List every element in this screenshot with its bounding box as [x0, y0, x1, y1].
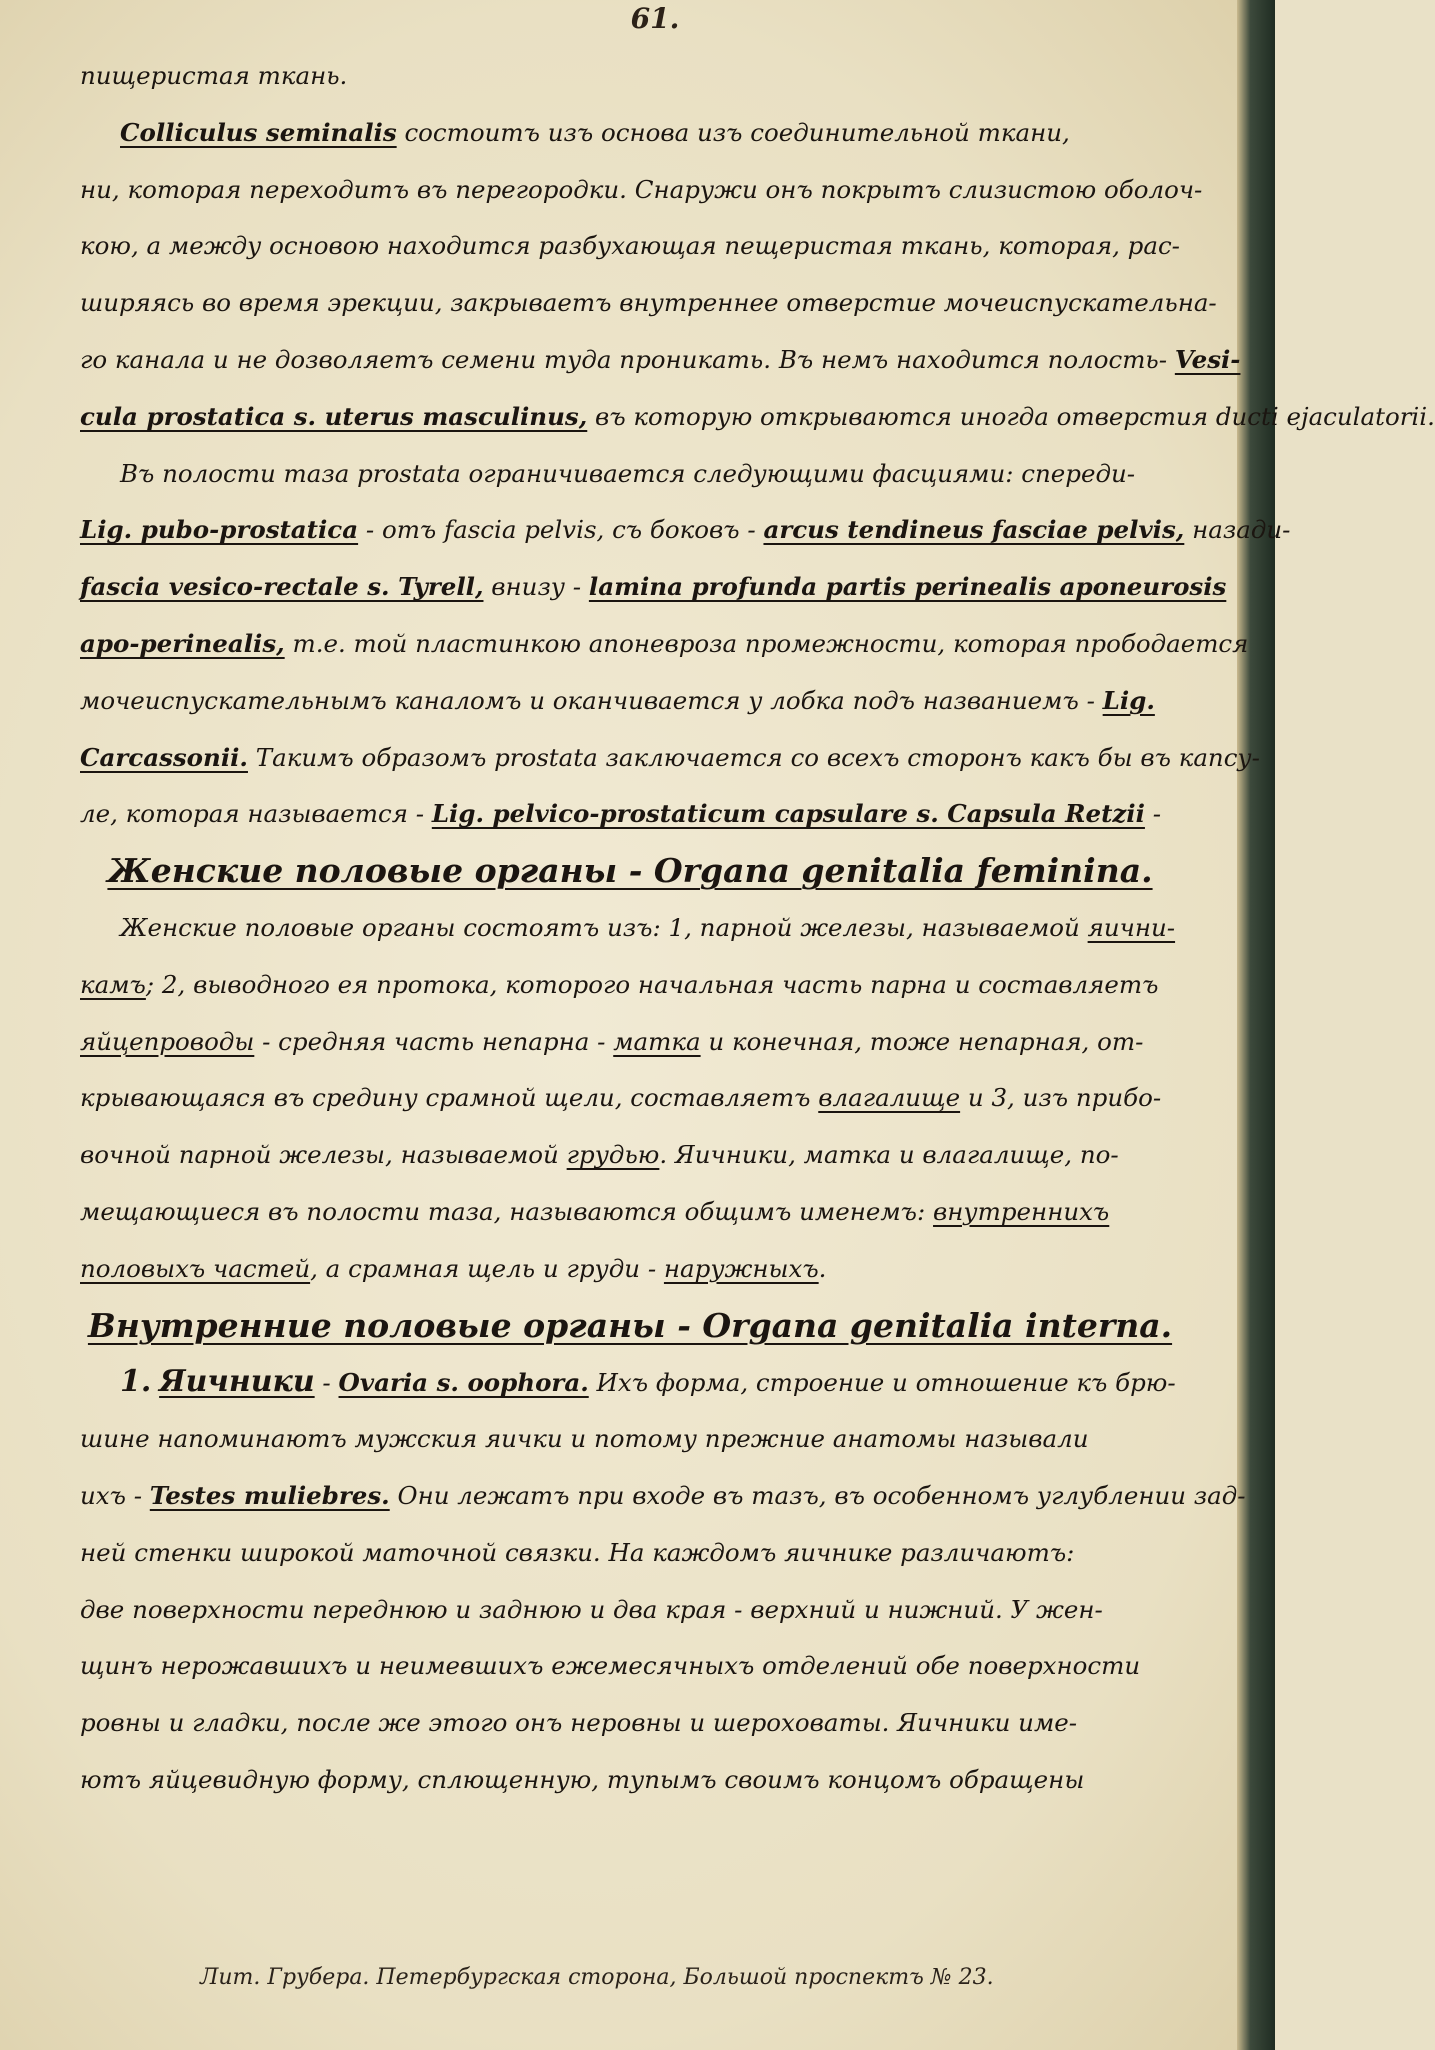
text-line: ней стенки широкой маточной связки. На каждомъ яичнике различаютъ:: [80, 1537, 1075, 1567]
text-line: Carcassonii. Такимъ образомъ prostata заключается со всехъ сторонъ какъ бы въ капсу-: [80, 742, 1260, 772]
text-line: пищеристая ткань.: [80, 61, 348, 90]
text-line: яйцепроводы - средняя часть непарна - матка и конечная, тоже непарная, от-: [80, 1026, 1144, 1056]
text-line: кою, а между основою находится разбухающая пещеристая ткань, которая, рас-: [80, 231, 1180, 261]
text-line: половыхъ частей, а срамная щель и груди - наружныхъ.: [80, 1253, 827, 1283]
text-line: 1. Яичники - Ovaria s. oophora. Ихъ форма, строение и отношение къ брю-: [120, 1364, 1176, 1400]
text-line: apo-perinealis, т.е. той пластинкою апоневроза промежности, которая прободается: [80, 628, 1249, 658]
section-heading-organa-genitalia-interna: Внутренние половые органы - Organa genitalia interna.: [87, 1305, 1173, 1345]
text-line: мещающиеся въ полости таза, называются общимъ именемъ: внутреннихъ: [80, 1196, 1110, 1226]
text-line: мочеиспускательнымъ каналомъ и оканчивается у лобка подъ названиемъ - Lig.: [80, 685, 1155, 715]
text-line: cula prostatica s. uterus masculinus, въ которую открываются иногда отверстия ducti ejaculatorii.: [80, 401, 1435, 431]
text-line: Lig. pubo-prostatica - отъ fascia pelvis, съ боковъ - arcus tendineus fasciae pelvis, назади-: [80, 515, 1291, 545]
text-line: шине напоминаютъ мужския яички и потому прежние анатомы называли: [80, 1424, 1089, 1454]
text-line: ихъ - Testes muliebres. Они лежатъ при входе въ тазъ, въ особенномъ углублении зад-: [80, 1480, 1246, 1510]
text-line: ле, которая называется - Lig. pelvico-prostaticum capsulare s. Capsula Retzii -: [80, 799, 1161, 829]
text-line: щинъ нерожавшихъ и неимевшихъ ежемесячныхъ отделений обе поверхности: [80, 1651, 1141, 1681]
text-line: го канала и не дозволяетъ семени туда проникать. Въ немъ находится полость- Vesi-: [80, 344, 1241, 374]
text-line: камъ; 2, выводного ея протока, которого начальная часть парна и составляетъ: [80, 969, 1159, 999]
term-colliculus-seminalis: Colliculus seminalis: [120, 117, 397, 147]
text-line: Въ полости таза prostata ограничивается следующими фасциями: спереди-: [120, 458, 1136, 488]
text-line: вочной парной железы, называемой грудью. Яичники, матка и влагалище, по-: [80, 1140, 1119, 1170]
term-vesicula-prostatica: cula prostatica s. uterus masculinus,: [80, 401, 588, 431]
text-line: ширяясь во время эрекции, закрываетъ внутреннее отверстие мочеиспускательна-: [80, 288, 1217, 318]
text-line: две поверхности переднюю и заднюю и два края - верхний и нижний. У жен-: [80, 1594, 1103, 1624]
text-line: Женские половые органы состоятъ изъ: 1, парной железы, называемой яични-: [120, 912, 1176, 942]
text-line: fascia vesico-rectale s. Tyrell, внизу - lamina profunda partis perinealis aponeurosis: [80, 572, 1227, 602]
text-line: ютъ яйцевидную форму, сплющенную, тупымъ своимъ концомъ обращены: [80, 1764, 1085, 1794]
text-line: крывающаяся въ средину срамной щели, составляетъ влагалище и 3, изъ прибо-: [80, 1083, 1162, 1113]
text-line: ровны и гладки, после же этого онъ неровны и шероховаты. Яичники име-: [80, 1708, 1078, 1738]
section-heading-organa-genitalia-feminina: Женские половые органы - Organa genitalia feminina.: [107, 851, 1153, 891]
text-line: ни, которая переходитъ въ перегородки. Снаружи онъ покрытъ слизистою оболоч-: [80, 174, 1203, 204]
page-number: 61.: [630, 2, 680, 35]
text-line: Colliculus seminalis состоитъ изъ основа изъ соединительной ткани,: [120, 117, 1070, 147]
handwritten-lecture-text: [80, 48, 1435, 1809]
lithographer-imprint: Лит. Грубера. Петербургская сторона, Большой проспектъ № 23.: [200, 1965, 994, 1990]
book-binding-edge: [1237, 0, 1275, 2050]
